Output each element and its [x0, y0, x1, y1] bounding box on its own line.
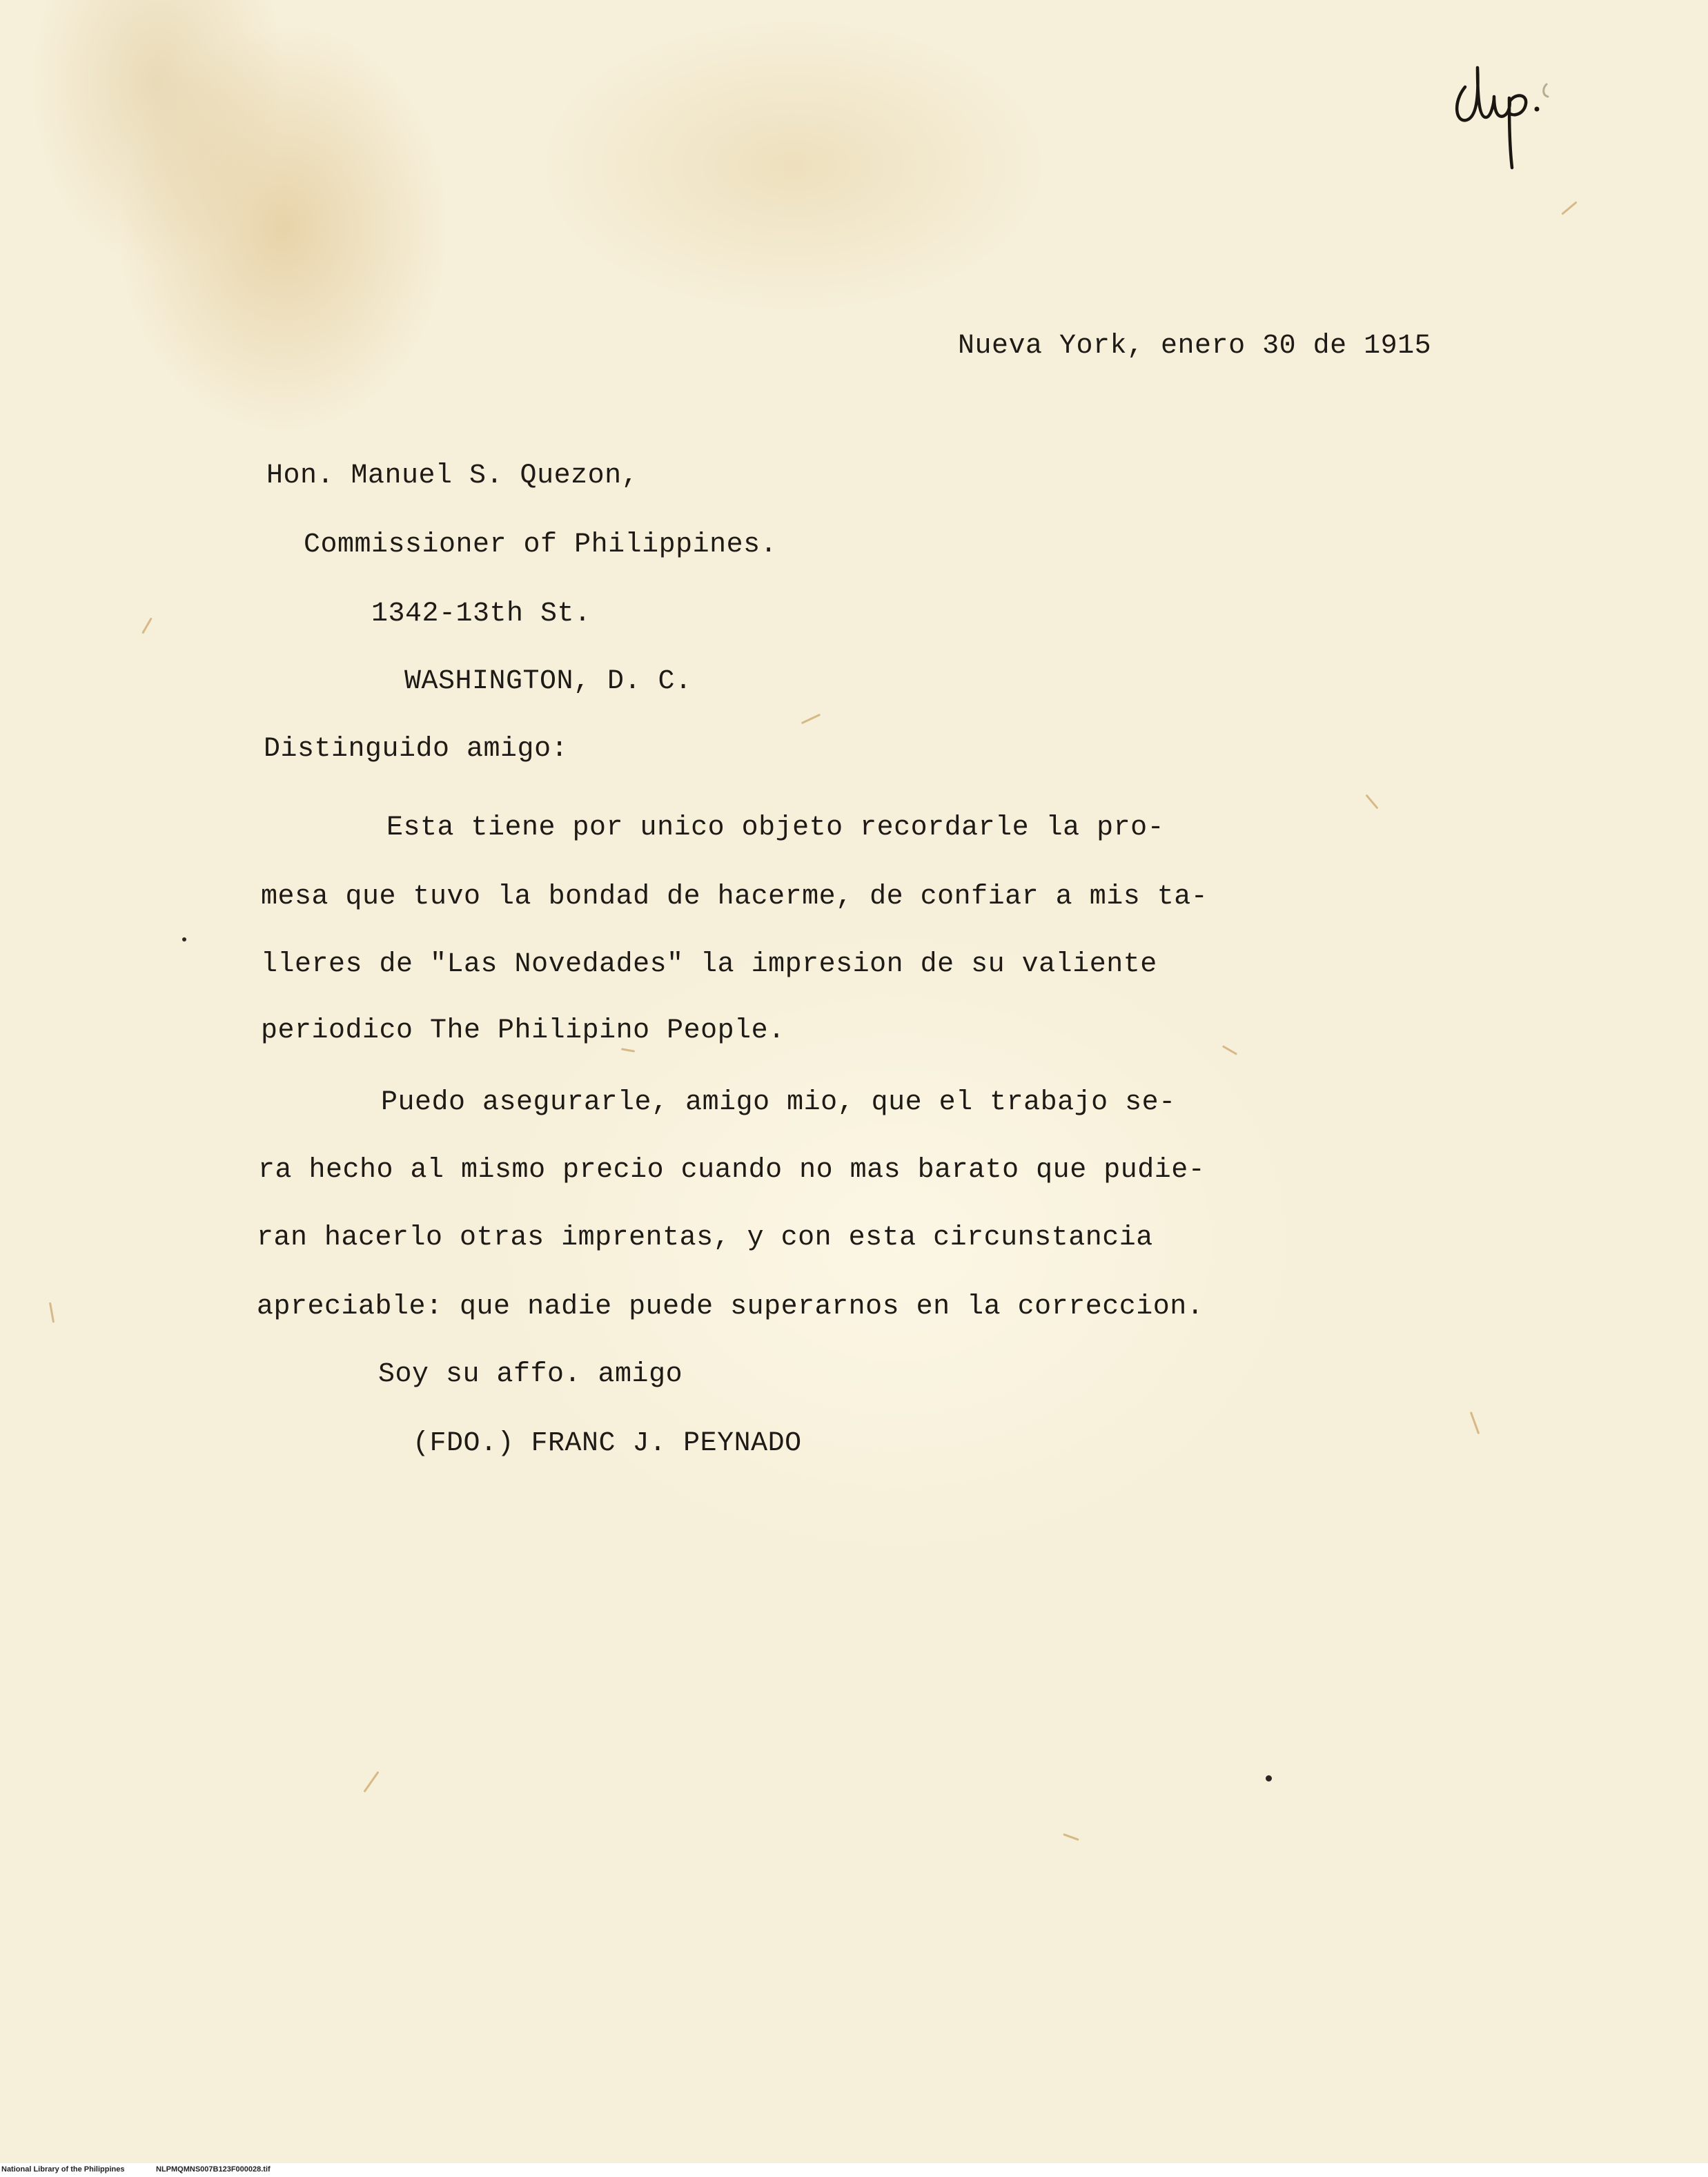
body-line: apreciable: que nadie puede superarnos en la correccion.: [257, 1291, 1204, 1322]
body-line: lleres de "Las Novedades" la impresion de su valiente: [261, 949, 1157, 980]
paper-fiber: [1561, 201, 1577, 215]
body-line: ran hacerlo otras imprentas, y con esta circunstancia: [257, 1222, 1153, 1253]
body-line: Puedo asegurarle, amigo mio, que el trabajo se-: [381, 1087, 1176, 1118]
recipient-city: WASHINGTON, D. C.: [404, 666, 692, 697]
salutation: Distinguido amigo:: [264, 734, 569, 765]
recipient-street: 1342-13th St.: [371, 598, 591, 629]
paper-fiber: [363, 1771, 379, 1793]
signature: (FDO.) FRANC J. PEYNADO: [413, 1428, 802, 1459]
body-line: periodico The Philipino People.: [261, 1015, 785, 1046]
ink-speck: [1266, 1775, 1272, 1781]
body-line: ra hecho al mismo precio cuando no mas barato que pudie-: [258, 1155, 1206, 1186]
paper-fiber: [1470, 1412, 1480, 1434]
paper-fiber: [1222, 1045, 1237, 1055]
paper-fiber: [1365, 794, 1378, 810]
paper-fiber: [49, 1302, 55, 1322]
paper-fiber: [1063, 1833, 1079, 1841]
recipient-name: Hon. Manuel S. Quezon,: [266, 460, 639, 491]
closing: Soy su affo. amigo: [378, 1359, 683, 1390]
footer-institution: National Library of the Philippines: [1, 2165, 125, 2174]
paper-fiber: [141, 617, 153, 634]
ink-speck: [182, 937, 186, 941]
paper-fiber: [621, 1048, 635, 1052]
handwritten-annotation: [1446, 54, 1556, 171]
date-line: Nueva York, enero 30 de 1915: [958, 331, 1432, 362]
body-line: mesa que tuvo la bondad de hacerme, de confiar a mis ta-: [261, 881, 1208, 912]
body-line: Esta tiene por unico objeto recordarle la pro-: [386, 812, 1165, 843]
paper-fiber: [801, 714, 821, 724]
recipient-title: Commissioner of Philippines.: [304, 529, 778, 560]
footer-file-id: NLPMQMNS007B123F000028.tif: [156, 2165, 271, 2174]
